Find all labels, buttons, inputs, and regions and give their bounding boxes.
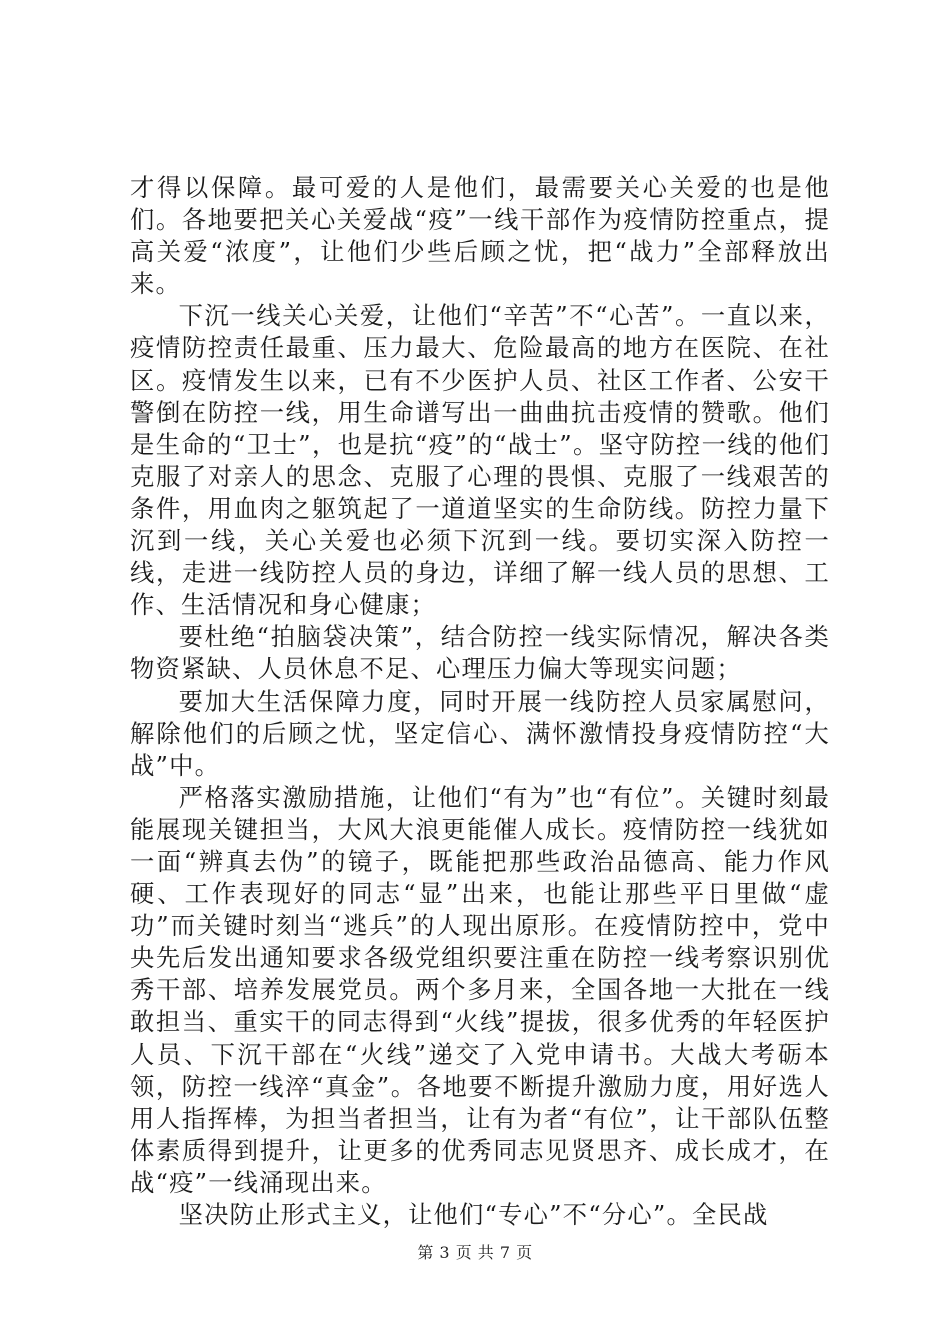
paragraph: 要加大生活保障力度，同时开展一线防控人员家属慰问，解除他们的后顾之忧，坚定信心、满怀激情投身疫情防控“大战”中。 — [130, 686, 830, 780]
paragraph: 坚决防止形式主义，让他们“专心”不“分心”。全民战 — [178, 1200, 769, 1229]
paragraph-continued: 才得以保障。最可爱的人是他们，最需要关心关爱的也是他们。各地要把关心关爱战“疫”一线干部作为疫情防控重点，提高关爱“浓度”，让他们少些后顾之忧，把“战力”全部释放出来。 — [130, 173, 830, 299]
document-body — [130, 172, 830, 1231]
paragraph: 要杜绝“拍脑袋决策”，结合防控一线实际情况，解决各类物资紧缺、人员休息不足、心理压力偏大等现实问题； — [130, 622, 830, 684]
paragraph: 严格落实激励措施，让他们“有为”也“有位”。关键时刻最能展现关键担当，大风大浪更能催人成长。疫情防控一线犹如一面“辨真去伪”的镜子，既能把那些政治品德高、能力作风硬、工作表现好的同志“显”出来，也能让那些平日里做“虚功”而关键时刻当“逃兵”的人现出原形。在疫情防控中，党中央先后发出通知要求各级党组织要注重在防控一线考察识别优秀干部、培养发展党员。两个多月来，全国各地一大批在一线敢担当、重实干的同志得到“火线”提拔，很多优秀的年轻医护人员、下沉干部在“火线”递交了入党申请书。大战大考砺本领，防控一线淬“真金”。各地要不断提升激励力度，用好选人用人指挥棒，为担当者担当，让有为者“有位”，让干部队伍整体素质得到提升，让更多的优秀同志见贤思齐、成长成才，在战“疫”一线涌现出来。 — [130, 782, 830, 1197]
page-number-footer: 第 3 页 共 7 页 — [417, 1243, 533, 1262]
paragraph: 下沉一线关心关爱，让他们“辛苦”不“心苦”。一直以来，疫情防控责任最重、压力最大、危险最高的地方在医院、在社区。疫情发生以来，已有不少医护人员、社区工作者、公安干警倒在防控一线，用生命谱写出一曲曲抗击疫情的赞歌。他们是生命的“卫士”，也是抗“疫”的“战士”。坚守防控一线的他们克服了对亲人的思念、克服了心理的畏惧、克服了一线艰苦的条件，用血肉之躯筑起了一道道坚实的生命防线。防控力量下沉到一线，关心关爱也必须下沉到一线。要切实深入防控一线，走进一线防控人员的身边，详细了解一线人员的思想、工作、生活情况和身心健康； — [130, 301, 830, 620]
